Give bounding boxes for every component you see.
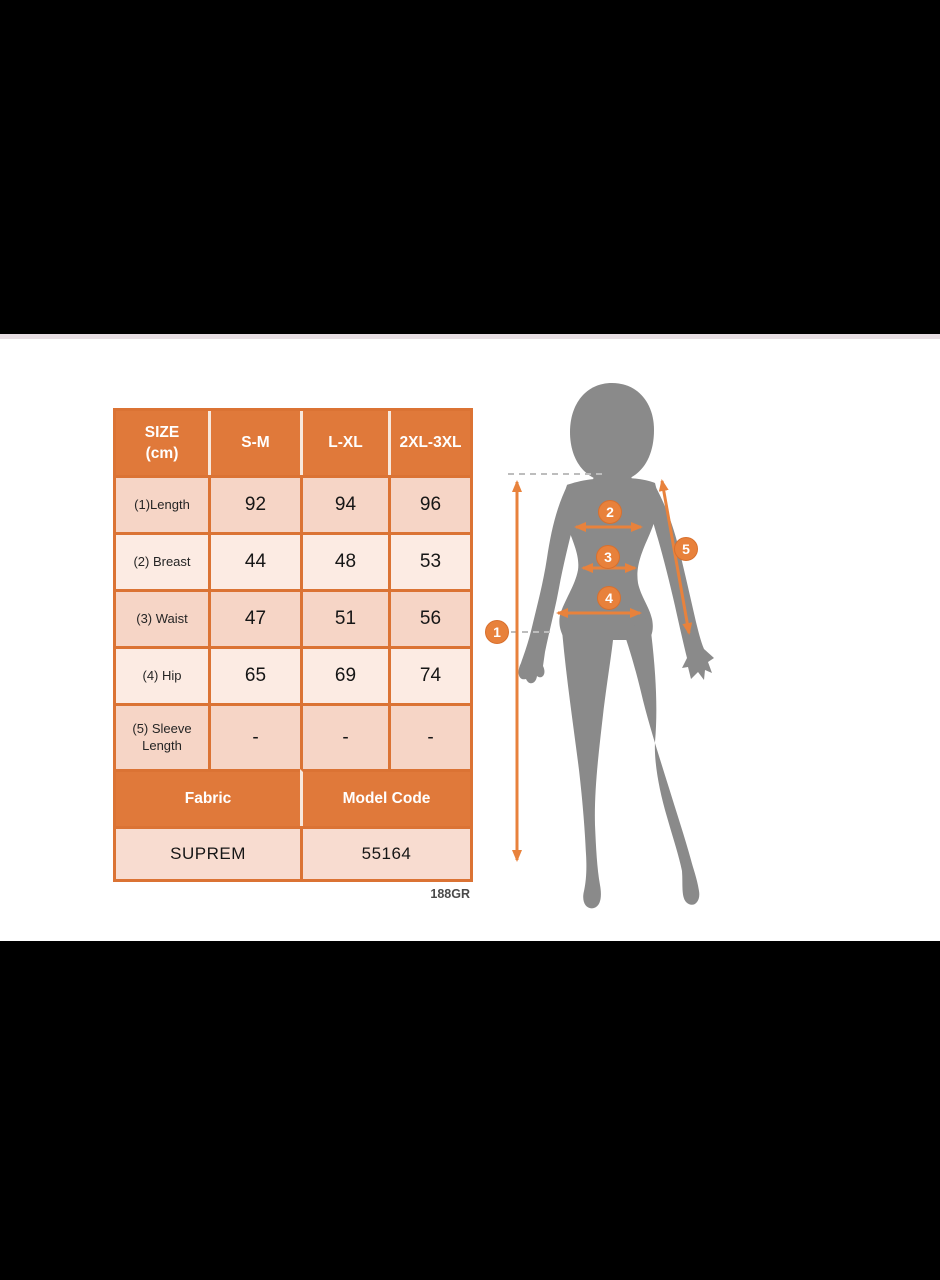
model-code-header: Model Code	[300, 769, 470, 826]
female-silhouette	[519, 383, 714, 908]
value-sleeve-2xl3xl: -	[388, 703, 470, 769]
fabric-header: Fabric	[116, 769, 300, 826]
value-length-sm: 92	[208, 475, 300, 532]
value-waist-sm: 47	[208, 589, 300, 646]
row-label-waist: (3) Waist	[116, 589, 208, 646]
value-length-lxl: 94	[300, 475, 388, 532]
value-hip-sm: 65	[208, 646, 300, 703]
value-hip-2xl3xl: 74	[388, 646, 470, 703]
measure-badge-4: 4	[597, 586, 621, 610]
row-label-breast: (2) Breast	[116, 532, 208, 589]
fabric-value: SUPREM	[116, 826, 300, 879]
value-hip-lxl: 69	[300, 646, 388, 703]
value-breast-sm: 44	[208, 532, 300, 589]
value-waist-2xl3xl: 56	[388, 589, 470, 646]
value-waist-lxl: 51	[300, 589, 388, 646]
row-label-sleeve-length: (5) Sleeve Length	[116, 703, 208, 769]
measure-badge-3: 3	[596, 545, 620, 569]
measure-badge-5: 5	[674, 537, 698, 561]
row-label-hip: (4) Hip	[116, 646, 208, 703]
corner-line-cm: (cm)	[145, 444, 179, 462]
measure-badge-1: 1	[485, 620, 509, 644]
table-corner-size-cm	[116, 411, 208, 475]
value-breast-2xl3xl: 53	[388, 532, 470, 589]
value-length-2xl3xl: 96	[388, 475, 470, 532]
weight-note: 188GR	[430, 887, 470, 901]
measure-badge-2: 2	[598, 500, 622, 524]
body-silhouette-diagram	[485, 370, 730, 915]
column-header-lxl: L-XL	[300, 411, 388, 475]
size-chart-table	[113, 408, 473, 882]
corner-line-size: SIZE	[144, 424, 180, 442]
value-sleeve-sm: -	[208, 703, 300, 769]
value-breast-lxl: 48	[300, 532, 388, 589]
value-sleeve-lxl: -	[300, 703, 388, 769]
column-header-2xl3xl: 2XL-3XL	[388, 411, 470, 475]
model-code-value: 55164	[300, 826, 470, 879]
row-label-length: (1)Length	[116, 475, 208, 532]
column-header-sm: S-M	[208, 411, 300, 475]
